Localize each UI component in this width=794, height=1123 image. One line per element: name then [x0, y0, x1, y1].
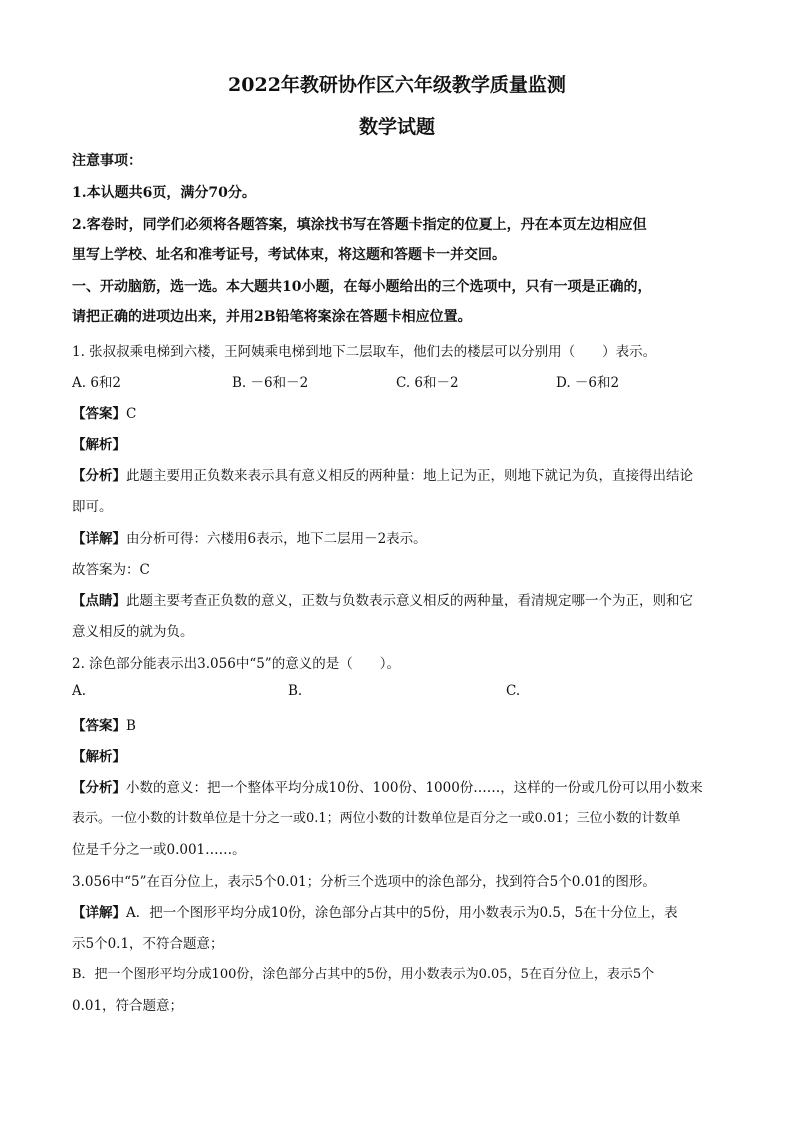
q2-option-b: B.	[288, 683, 303, 699]
q1-dianjing-line2: 意义相反的就为负。	[72, 624, 194, 640]
q2-option-a: A.	[72, 683, 87, 699]
q2-option-b-explanation-line2: 0.01，符合题意；	[72, 998, 184, 1014]
q1-fenxi-tag: 【分析】	[72, 468, 126, 484]
q2-fenxi-tag: 【分析】	[72, 780, 126, 796]
q1-conclusion: 故答案为：C	[72, 562, 150, 578]
exam-title: 2022年教研协作区六年级教学质量监测	[228, 74, 566, 96]
q2-answer-value: B	[126, 718, 136, 734]
q1-xiangjie-text: 由分析可得：六楼用6表示，地下二层用－2表示。	[126, 531, 427, 547]
q2-answer-tag: 【答案】	[72, 718, 126, 734]
q1-option-a: A. 6和2	[72, 375, 122, 391]
q2-analysis-row	[72, 745, 724, 765]
q2-option-b-explanation-line1: B．把一个图形平均分成100份，涂色部分占其中的5份，用小数表示为0.05，5在百分位上，表示5个	[72, 967, 655, 982]
q1-option-b: B. －6和－2	[232, 375, 309, 391]
section-1-instructions-line2: 请把正确的进项边出来，并用2B铅笔将案涂在答题卡相应位置。	[72, 309, 472, 325]
q1-dianjing-tag: 【点睛】	[72, 593, 126, 609]
q1-dianjing-text-1: 此题主要考查正负数的意义，正数与负数表示意义相反的两种量，看清规定哪一个为正，则和它	[126, 593, 693, 609]
notice-item-2-line1: 2.客卷时，同学们必须将各题答案，填涂找书写在答题卡指定的位夏上，丹在本页左边相应但	[72, 217, 647, 233]
q2-answer-row	[72, 714, 724, 734]
q1-option-c: C. 6和－2	[396, 375, 459, 391]
q1-fenxi-line2: 即可。	[72, 499, 113, 515]
q1-fenxi-line1	[72, 464, 724, 484]
q1-analysis-tag: 【解析】	[72, 437, 126, 453]
q2-fenxi-line3: 位是千分之一或0.001……。	[72, 842, 246, 858]
q1-fenxi-text-1: 此题主要用正负数来表示具有意义相反的两种量：地上记为正，则地下就记为负，直接得出结论	[126, 468, 693, 484]
q1-stem: 1. 张叔叔乘电梯到六楼，王阿姨乘电梯到地下二层取车，他们去的楼层可以分别用（ ）表示。	[72, 344, 657, 360]
q1-xiangjie-row	[72, 527, 724, 547]
q2-xiangjie-line2: 示5个0.1，不符合题意；	[72, 936, 224, 952]
q2-fenxi-line2: 表示。一位小数的计数单位是十分之一或0.1；两位小数的计数单位是百分之一或0.01；三位小数的计数单	[72, 811, 681, 826]
q2-option-c: C.	[506, 683, 521, 699]
q1-analysis-row	[72, 433, 724, 453]
q2-xiangjie-tag: 【详解】	[72, 905, 126, 921]
q1-answer-value: C	[126, 406, 137, 422]
notice-item-1: 1.本认题共6页，满分70分。	[72, 185, 256, 201]
q2-xiangjie-text-1: A．把一个图形平均分成10份，涂色部分占其中的5份，用小数表示为0.5，5在十分位上，表	[126, 905, 678, 921]
q2-analysis-line4: 3.056中“5”在百分位上，表示5个0.01；分析三个选项中的涂色部分，找到符合5个0.01的图形。	[72, 874, 656, 890]
q2-fenxi-line1	[72, 776, 724, 796]
q2-stem: 2. 涂色部分能表示出3.056中“5”的意义的是（ ）。	[72, 656, 400, 672]
q2-xiangjie-line1	[72, 901, 724, 921]
q1-option-d: D. －6和2	[556, 375, 620, 391]
q2-fenxi-text-1: 小数的意义：把一个整体平均分成10份、100份、1000份……，这样的一份或几份可以用小数来	[126, 780, 703, 796]
notice-item-2-line2: 里写上学校、址名和准考证号，考试体束，将这题和答题卡一并交回。	[72, 247, 506, 263]
exam-subtitle: 数学试题	[358, 116, 435, 138]
q2-analysis-tag: 【解析】	[72, 749, 126, 765]
q1-answer-row	[72, 402, 724, 422]
q1-dianjing-line1	[72, 589, 724, 609]
q1-answer-tag: 【答案】	[72, 406, 126, 422]
notice-heading: 注意事项：	[72, 153, 142, 169]
section-1-instructions-line1: 一、开动脑筋，选一选。本大题共10小题，在每小题给出的三个选项中，只有一项是正确的，	[72, 279, 652, 295]
q1-xiangjie-tag: 【详解】	[72, 531, 126, 547]
